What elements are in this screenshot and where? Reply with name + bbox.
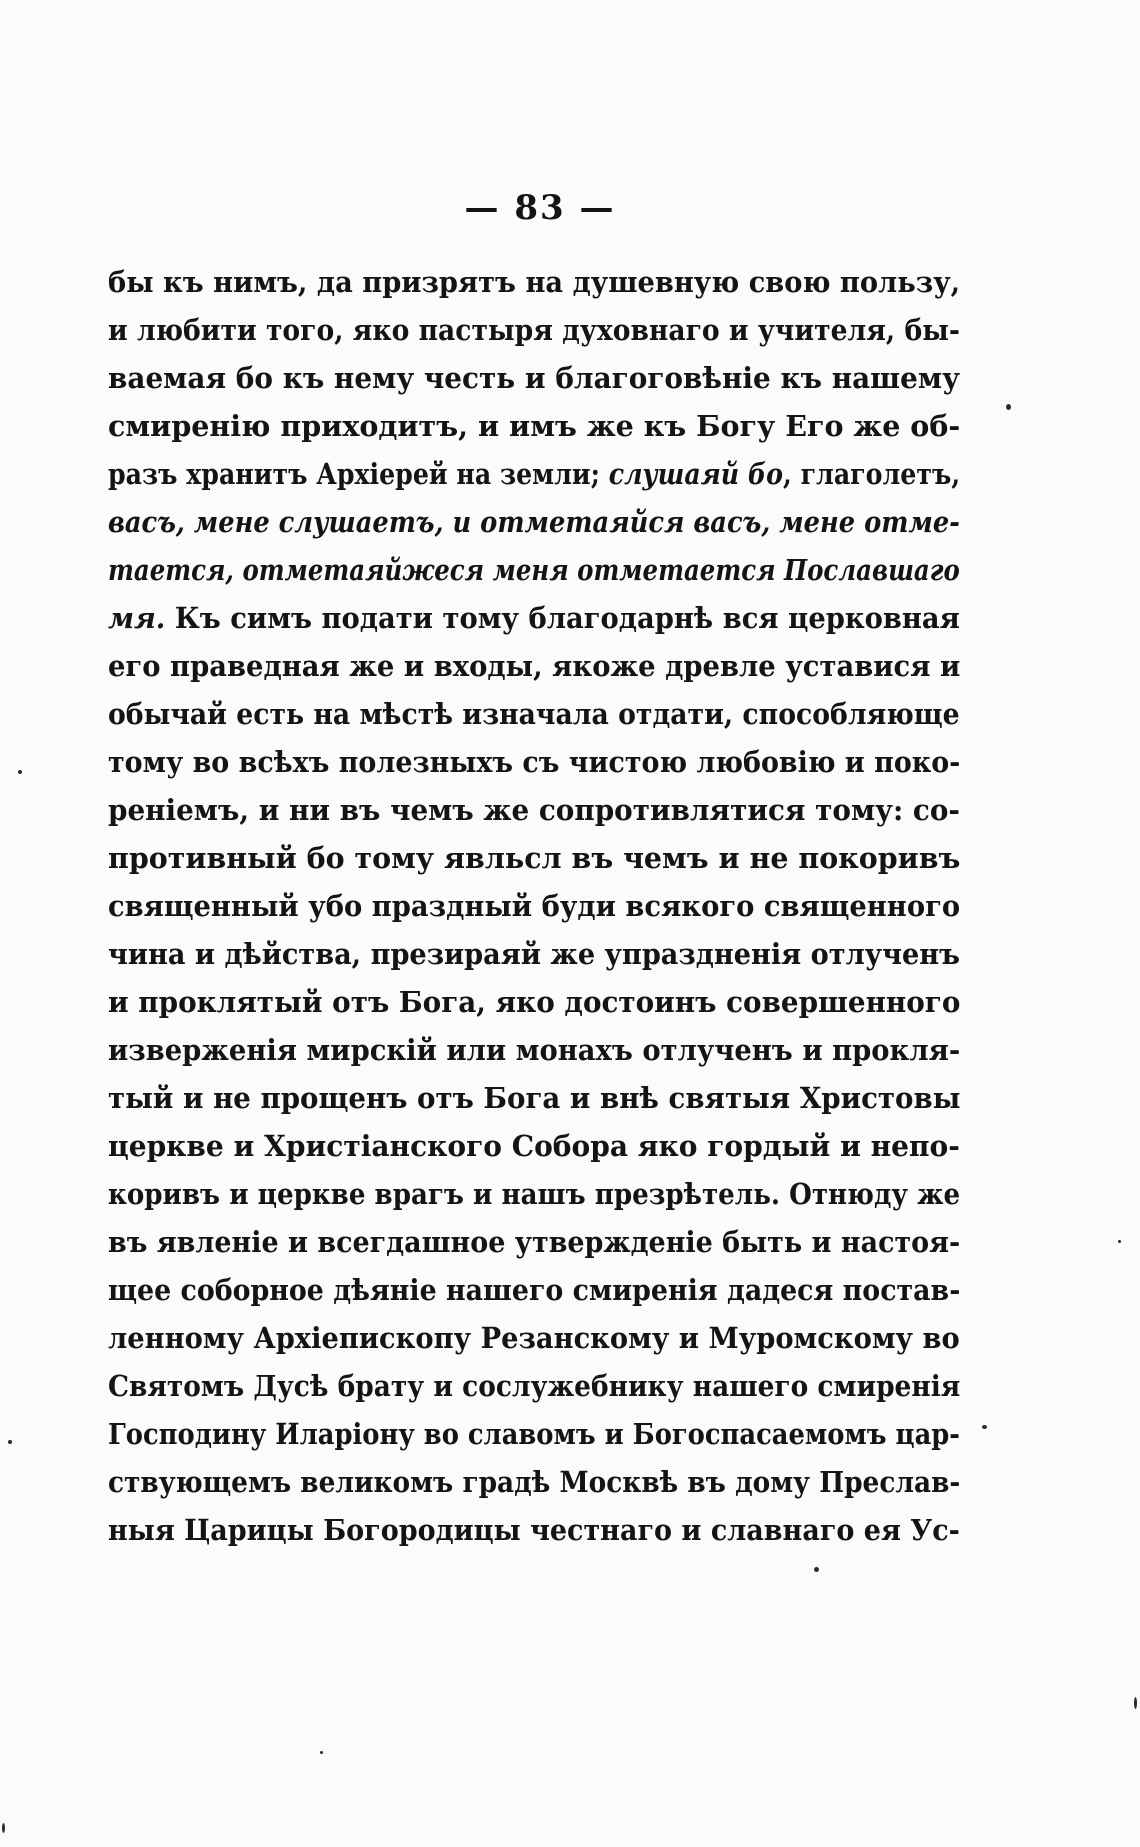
text-line: [108, 738, 961, 786]
scan-speck: [814, 1567, 819, 1572]
text-line: [108, 786, 960, 834]
text-run: Святомъ Дусѣ брату и сослужебнику нашего смиренія: [108, 1369, 961, 1403]
text-line: [108, 1362, 961, 1410]
text-run: священный убо праздный буди всякого священного: [108, 889, 961, 923]
text-run: коривъ и церкве врагъ и нашъ презрѣтель. Отнюду же: [108, 1177, 961, 1211]
text-line: [108, 402, 961, 450]
text-line: [108, 1170, 961, 1218]
text-run: Къ симъ подати тому благодарнѣ вся церковная: [165, 601, 960, 635]
text-run: его праведная же и входы, якоже древле уставися и: [108, 649, 961, 683]
body-text: [108, 258, 960, 1554]
text-run: реніемъ, и ни въ чемъ же сопротивлятися тому: со-: [108, 793, 960, 827]
text-line: [108, 834, 961, 882]
text-line: [108, 1266, 961, 1314]
text-line: [108, 546, 960, 594]
text-run: и любити того, яко пастыря духовнаго и учителя, бы-: [108, 313, 960, 347]
text-run: обычай есть на мѣстѣ изначала отдати, способляюще: [108, 697, 960, 731]
text-run: тому во всѣхъ полезныхъ съ чистою любовію и поко-: [108, 745, 961, 779]
text-run: ныя Царицы Богородицы честнаго и славнаго ея Ус-: [108, 1513, 960, 1547]
scan-speck: [2, 1823, 5, 1833]
text-line: [108, 306, 960, 354]
text-run-italic: тается, отметаяйжеся меня отметается Пославшаго: [108, 553, 960, 587]
text-run: бы къ нимъ, да призрятъ на душевную свою пользу,: [108, 265, 961, 299]
text-line: [108, 642, 961, 690]
scan-speck: [1006, 404, 1011, 410]
text-line: [108, 1122, 960, 1170]
text-run: смиренію приходитъ, и имъ же къ Богу Его же об-: [108, 409, 961, 443]
scan-speck: [8, 1440, 12, 1444]
scan-speck: [320, 1751, 323, 1754]
text-line: [108, 1074, 961, 1122]
text-run: церкве и Христіанского Собора яко гордый и непо-: [108, 1129, 960, 1163]
scan-speck: [18, 770, 22, 774]
text-run: ствующемъ великомъ градѣ Москвѣ въ дому Преслав-: [108, 1465, 961, 1499]
text-line: [108, 1506, 960, 1554]
page-number: — 83 —: [464, 188, 616, 228]
text-run: и проклятый отъ Бога, яко достоинъ совершенного: [108, 985, 961, 1019]
text-line: [108, 1218, 961, 1266]
text-run-italic: слушаяй бо: [608, 457, 783, 491]
text-run: щее соборное дѣяніе нашего смиренія дадеся постав-: [108, 1273, 961, 1307]
text-line: [108, 450, 961, 498]
text-line: [108, 1314, 960, 1362]
text-line: [108, 1410, 960, 1458]
text-line: [108, 354, 960, 402]
text-run: ленному Архіепископу Резанскому и Муромскому во: [108, 1321, 960, 1355]
scan-speck: [1134, 1697, 1137, 1709]
text-run: чина и дѣйства, презираяй же упраздненія отлученъ: [108, 937, 960, 971]
text-run: ваемая бо къ нему честь и благоговѣніе къ нашему: [108, 361, 960, 395]
text-run: въ явленіе и всегдашное утвержденіе быть и настоя-: [108, 1225, 961, 1259]
text-line: [108, 1458, 961, 1506]
text-line: [108, 1026, 961, 1074]
text-run-italic: васъ, мене слушаетъ, и отметаяйся васъ, мене отме-: [108, 505, 960, 539]
text-line: [108, 978, 961, 1026]
text-line: [108, 882, 961, 930]
text-line: [108, 930, 960, 978]
text-run: , глаголетъ,: [782, 457, 961, 491]
text-run-italic: мя.: [108, 601, 166, 635]
text-run: тый и не прощенъ отъ Бога и внѣ святыя Христовы: [108, 1081, 961, 1115]
text-run: изверженія мирскій или монахъ отлученъ и прокля-: [108, 1033, 961, 1067]
text-line: [108, 594, 960, 642]
scan-speck: [982, 1425, 987, 1429]
text-run: Господину Иларіону во славомъ и Богоспасаемомъ цар-: [108, 1417, 960, 1451]
text-run: разъ хранитъ Архіерей на земли;: [108, 457, 609, 491]
text-line: [108, 690, 960, 738]
scan-speck: [1118, 1240, 1121, 1243]
text-line: [108, 258, 961, 306]
text-run: противный бо тому явльсл въ чемъ и не покоривъ: [108, 841, 961, 875]
text-line: [108, 498, 960, 546]
